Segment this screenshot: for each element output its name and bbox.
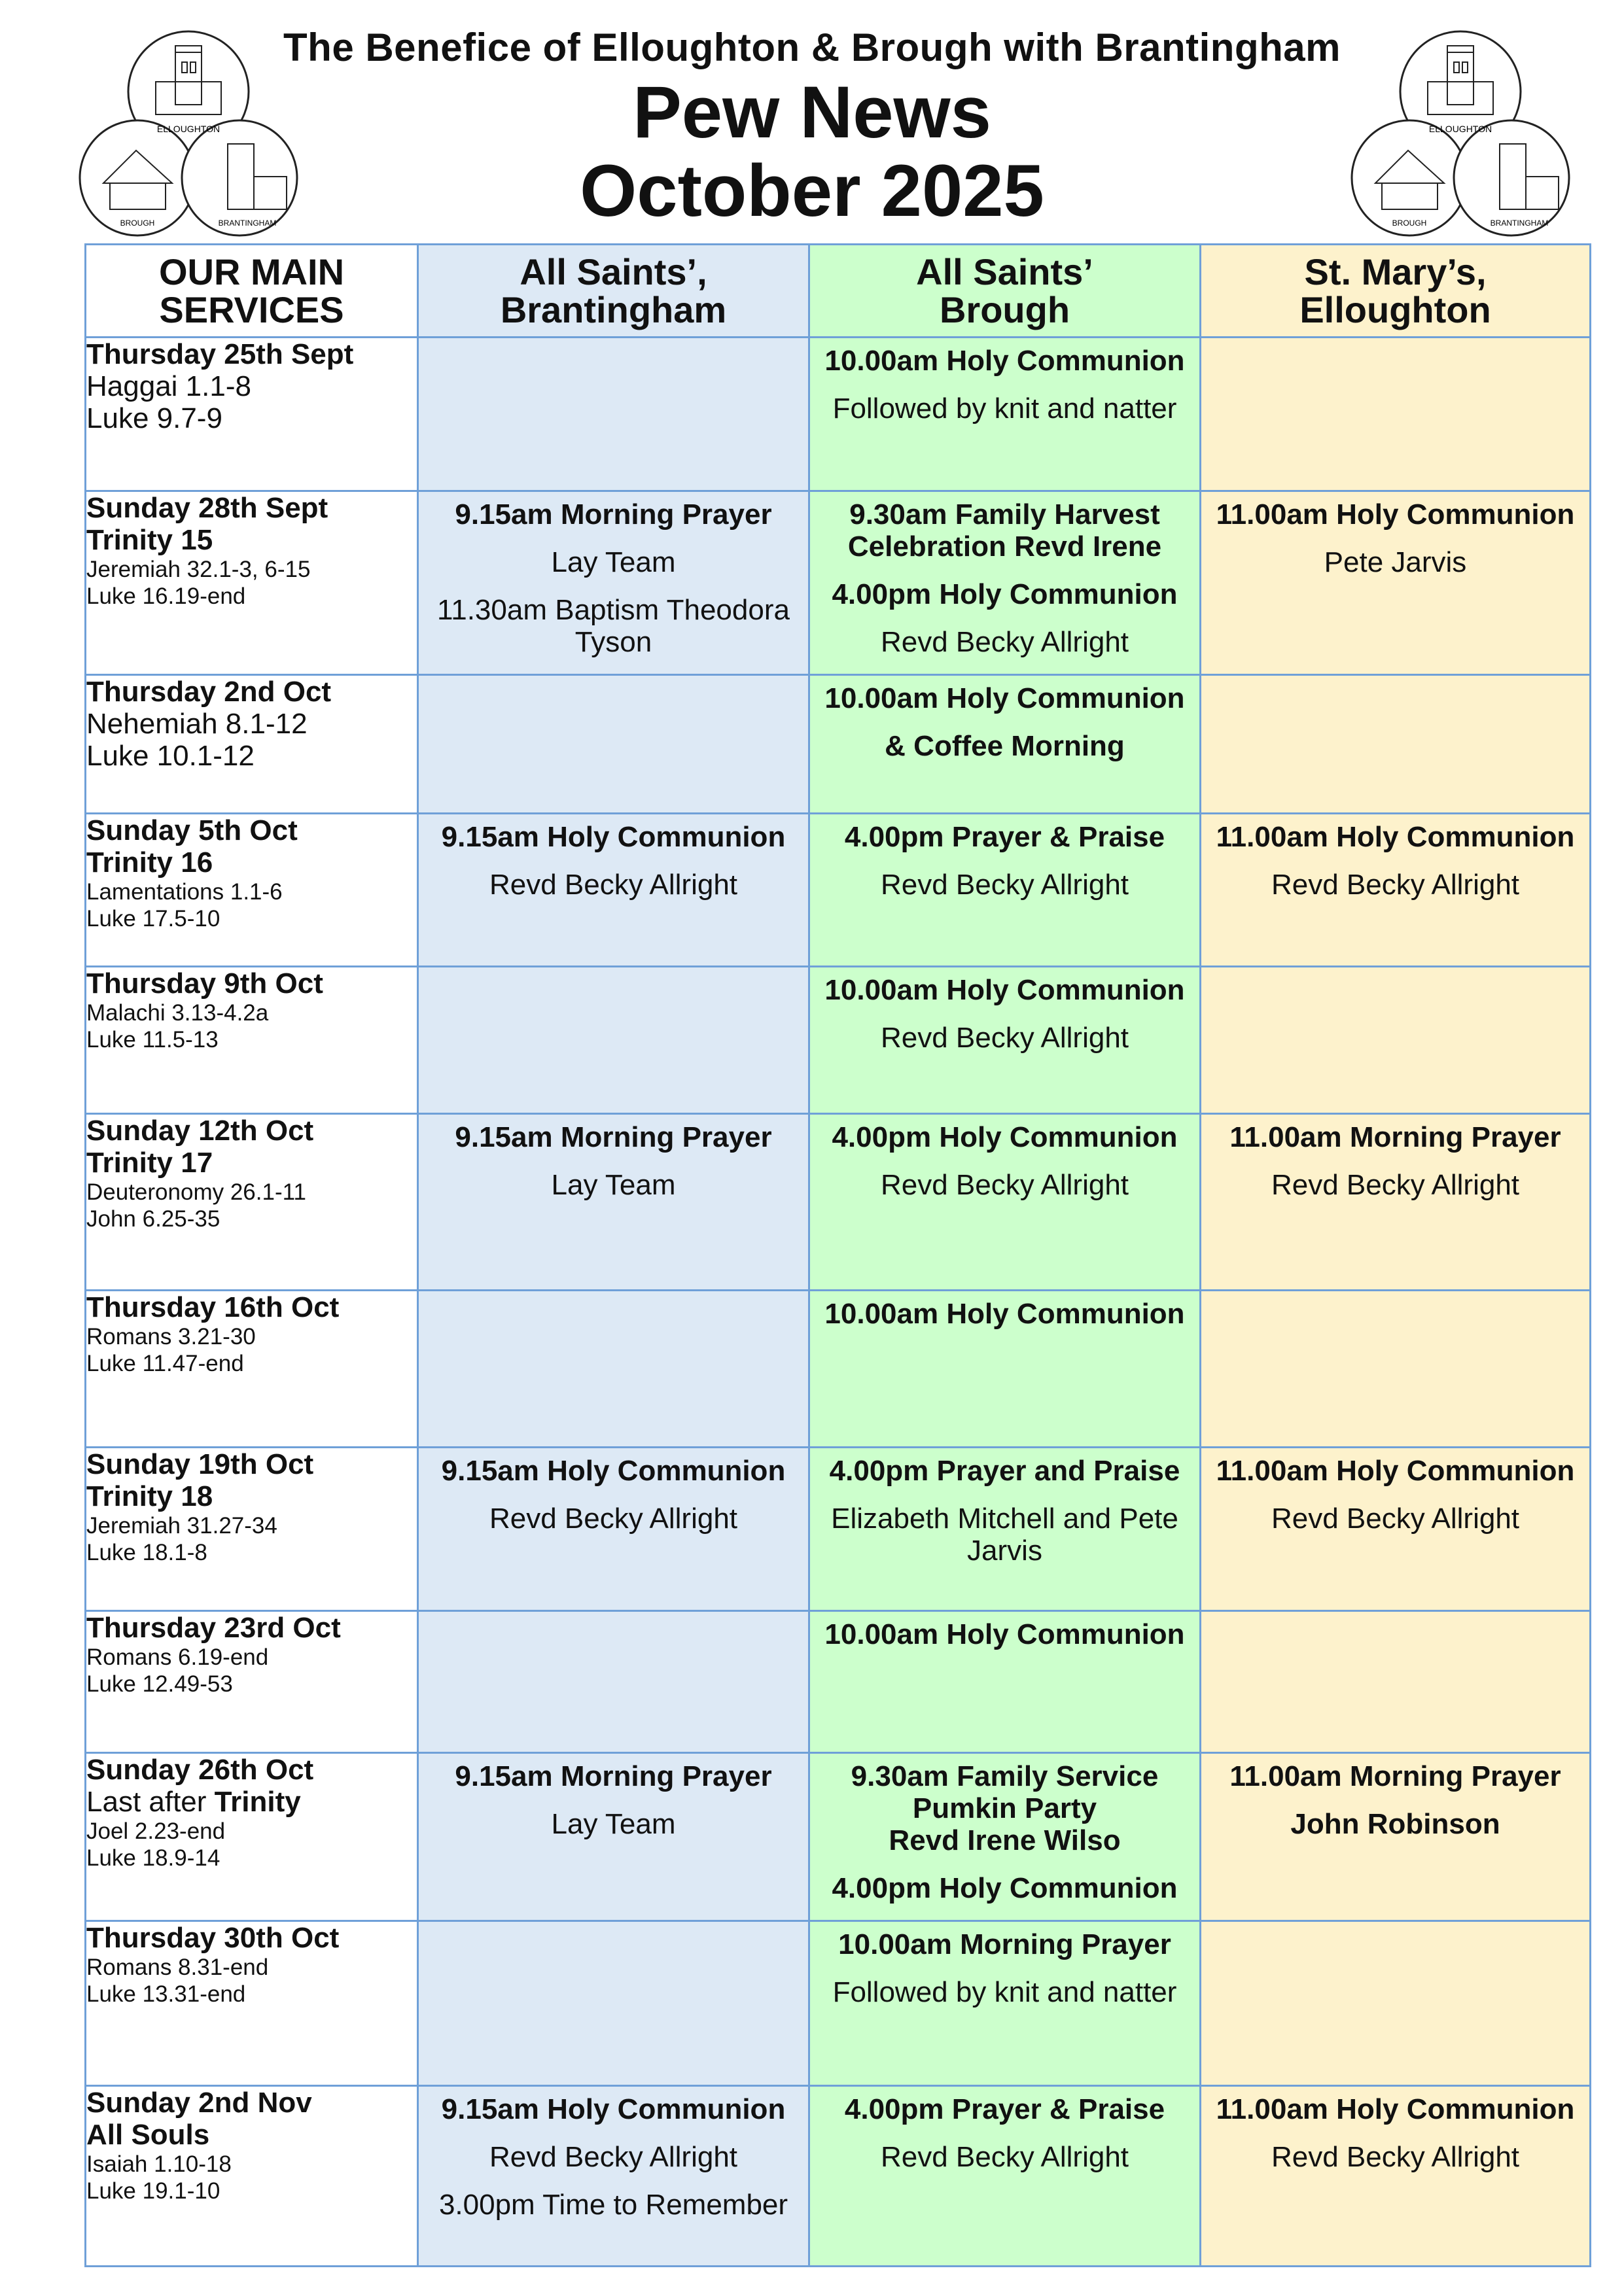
brantingham-service-cell	[418, 1753, 809, 1921]
service-line: Revd Irene Wilso	[889, 1824, 1121, 1856]
date-readings-cell	[86, 1448, 418, 1611]
header-brantingham: All Saints’, Brantingham	[418, 245, 809, 338]
service-line: 4.00pm Prayer & Praise	[844, 821, 1165, 853]
bible-reading: Luke 11.47-end	[86, 1351, 244, 1376]
brough-service-cell	[809, 491, 1201, 675]
table-row	[86, 814, 1591, 967]
svg-text:ELLOUGHTON: ELLOUGHTON	[156, 124, 221, 134]
service-date: Sunday 5th Oct	[86, 814, 298, 846]
brantingham-service-cell	[418, 491, 809, 675]
date-readings-cell	[86, 2086, 418, 2267]
service-line: Jarvis	[967, 1535, 1042, 1567]
service-line: Revd Becky Allright	[880, 1022, 1129, 1054]
elloughton-service-cell	[1201, 1291, 1591, 1448]
bible-reading: Luke 13.31-end	[86, 1981, 246, 2007]
service-line: Pumkin Party	[912, 1792, 1097, 1824]
bible-reading: Luke 17.5-10	[86, 906, 221, 931]
date-readings-cell	[86, 675, 418, 814]
bible-reading: Luke 11.5-13	[86, 1027, 219, 1052]
service-date: Thursday 16th Oct	[86, 1291, 340, 1323]
table-row	[86, 1753, 1591, 1921]
svg-text:BROUGH: BROUGH	[120, 218, 155, 228]
service-line: Lay Team	[551, 546, 676, 578]
service-line: 10.00am Holy Communion	[824, 1618, 1185, 1650]
brantingham-service-cell	[418, 1611, 809, 1753]
service-line: 9.30am Family Service	[851, 1760, 1159, 1792]
service-line: 10.00am Holy Communion	[824, 345, 1185, 377]
table-row	[86, 338, 1591, 491]
service-line: 11.00am Morning Prayer	[1229, 1121, 1561, 1153]
bible-reading: Deuteronomy 26.1-11	[86, 1179, 306, 1205]
bible-reading: Jeremiah 31.27-34	[86, 1513, 277, 1539]
service-date: Sunday 28th Sept	[86, 492, 328, 524]
brough-service-cell	[809, 1611, 1201, 1753]
service-line: Revd Becky Allright	[1271, 869, 1520, 901]
service-line: 4.00pm Prayer & Praise	[844, 2093, 1165, 2125]
elloughton-service-cell	[1201, 1921, 1591, 2086]
brantingham-service-cell	[418, 1921, 809, 2086]
service-line: Tyson	[574, 626, 652, 658]
bible-reading: Luke 12.49-53	[86, 1671, 233, 1697]
brantingham-service-cell	[418, 967, 809, 1114]
service-line: Revd Becky Allright	[1271, 2141, 1520, 2173]
bible-reading: Romans 8.31-end	[86, 1955, 269, 1980]
service-line: Pete Jarvis	[1324, 546, 1467, 578]
service-line: Lay Team	[551, 1169, 676, 1201]
brantingham-service-cell	[418, 675, 809, 814]
elloughton-service-cell	[1201, 967, 1591, 1114]
service-line: Revd Becky Allright	[880, 2141, 1129, 2173]
elloughton-service-cell	[1201, 814, 1591, 967]
elloughton-service-cell	[1201, 1114, 1591, 1291]
bible-reading: Joel 2.23-end	[86, 1818, 226, 1844]
service-line: Revd Becky Allright	[880, 626, 1129, 658]
liturgical-week	[86, 1786, 417, 1818]
service-line: Followed by knit and natter	[832, 392, 1177, 425]
liturgical-week: Trinity 15	[86, 524, 213, 556]
service-line: Followed by knit and natter	[832, 1976, 1177, 2008]
service-line: 10.00am Holy Communion	[824, 1298, 1185, 1330]
service-line: John Robinson	[1290, 1808, 1500, 1840]
services-table	[84, 243, 1591, 2267]
service-line: Revd Becky Allright	[1271, 1169, 1520, 1201]
date-readings-cell	[86, 1114, 418, 1291]
table-row	[86, 491, 1591, 675]
header-main-services: OUR MAIN SERVICES	[86, 245, 418, 338]
header-elloughton: St. Mary’s, Elloughton	[1201, 245, 1591, 338]
bible-reading: Romans 3.21-30	[86, 1324, 256, 1349]
bible-reading: Luke 10.1-12	[86, 740, 255, 772]
bible-reading: Jeremiah 32.1-3, 6-15	[86, 557, 311, 582]
service-line: Revd Becky Allright	[489, 2141, 738, 2173]
bible-reading: Luke 18.1-8	[86, 1540, 207, 1565]
elloughton-service-cell	[1201, 1611, 1591, 1753]
page-header	[0, 0, 1624, 243]
service-line: 10.00am Holy Communion	[824, 682, 1185, 714]
bible-reading: Luke 19.1-10	[86, 2178, 221, 2204]
brough-service-cell	[809, 814, 1201, 967]
service-line: 9.30am Family Harvest	[849, 498, 1160, 531]
brantingham-service-cell	[418, 338, 809, 491]
service-date: Sunday 19th Oct	[86, 1448, 314, 1480]
service-line: Revd Becky Allright	[489, 869, 738, 901]
service-line: & Coffee Morning	[885, 730, 1125, 762]
service-line: Celebration Revd Irene	[847, 531, 1162, 563]
page-subtitle-month: October 2025	[580, 150, 1044, 232]
service-line: 4.00pm Holy Communion	[832, 1121, 1178, 1153]
service-line: 10.00am Holy Communion	[824, 974, 1185, 1006]
liturgical-week: Trinity 16	[86, 846, 213, 878]
date-readings-cell	[86, 814, 418, 967]
page-title: Pew News	[633, 71, 991, 153]
liturgical-week-name: Trinity	[214, 1786, 301, 1818]
liturgical-week-prefix: Last after	[86, 1786, 215, 1818]
brantingham-service-cell	[418, 1114, 809, 1291]
service-date: Thursday 9th Oct	[86, 967, 323, 1000]
brough-service-cell	[809, 2086, 1201, 2267]
table-header-row	[86, 245, 1591, 338]
elloughton-service-cell	[1201, 491, 1591, 675]
table-row	[86, 675, 1591, 814]
service-date: Sunday 26th Oct	[86, 1754, 314, 1786]
service-line: Revd Becky Allright	[880, 1169, 1129, 1201]
service-line: 9.15am Morning Prayer	[455, 1121, 772, 1153]
liturgical-week: Trinity 18	[86, 1480, 213, 1512]
service-line: 10.00am Morning Prayer	[838, 1928, 1171, 1960]
date-readings-cell	[86, 1753, 418, 1921]
date-readings-cell	[86, 1611, 418, 1753]
service-line: 9.15am Holy Communion	[441, 2093, 786, 2125]
bible-reading: Lamentations 1.1-6	[86, 879, 283, 905]
service-line: 9.15am Morning Prayer	[455, 1760, 772, 1792]
bible-reading: Luke 16.19-end	[86, 583, 246, 609]
brantingham-service-cell	[418, 2086, 809, 2267]
svg-text:BROUGH: BROUGH	[1392, 218, 1427, 228]
svg-text:BRANTINGHAM: BRANTINGHAM	[218, 218, 277, 228]
brantingham-service-cell	[418, 1291, 809, 1448]
service-line: Elizabeth Mitchell and Pete	[831, 1503, 1178, 1535]
table-row	[86, 1291, 1591, 1448]
service-line: 4.00pm Holy Communion	[832, 578, 1178, 610]
bible-reading: Haggai 1.1-8	[86, 370, 251, 402]
brough-service-cell	[809, 967, 1201, 1114]
service-line: 9.15am Morning Prayer	[455, 498, 772, 531]
service-line: 9.15am Holy Communion	[441, 821, 786, 853]
header-brough: All Saints’ Brough	[809, 245, 1201, 338]
liturgical-week: All Souls	[86, 2119, 210, 2151]
service-line: 11.00am Morning Prayer	[1229, 1760, 1561, 1792]
date-readings-cell	[86, 1291, 418, 1448]
service-line: 11.00am Holy Communion	[1216, 1455, 1575, 1487]
service-line: 11.00am Holy Communion	[1216, 821, 1575, 853]
brough-service-cell	[809, 1448, 1201, 1611]
benefice-title: The Benefice of Elloughton & Brough with Brantingham	[283, 26, 1341, 69]
service-line: Revd Becky Allright	[880, 869, 1129, 901]
service-date: Thursday 30th Oct	[86, 1922, 340, 1954]
table-row	[86, 1921, 1591, 2086]
service-date: Thursday 2nd Oct	[86, 676, 332, 708]
service-line: Revd Becky Allright	[489, 1503, 738, 1535]
elloughton-service-cell	[1201, 2086, 1591, 2267]
table-row	[86, 1114, 1591, 1291]
date-readings-cell	[86, 967, 418, 1114]
service-date: Sunday 12th Oct	[86, 1115, 314, 1147]
service-date: Sunday 2nd Nov	[86, 2087, 312, 2119]
bible-reading: Nehemiah 8.1-12	[86, 708, 308, 740]
table-row	[86, 1611, 1591, 1753]
service-line: 4.00pm Prayer and Praise	[829, 1455, 1180, 1487]
service-line: 11.00am Holy Communion	[1216, 2093, 1575, 2125]
service-date: Thursday 25th Sept	[86, 338, 354, 370]
brantingham-service-cell	[418, 814, 809, 967]
elloughton-service-cell	[1201, 1753, 1591, 1921]
bible-reading: Malachi 3.13-4.2a	[86, 1000, 269, 1026]
table-row	[86, 2086, 1591, 2267]
service-line: 4.00pm Holy Communion	[832, 1872, 1178, 1904]
brough-service-cell	[809, 1753, 1201, 1921]
brantingham-service-cell	[418, 1448, 809, 1611]
service-line: 9.15am Holy Communion	[441, 1455, 786, 1487]
svg-text:ELLOUGHTON: ELLOUGHTON	[1428, 124, 1492, 134]
date-readings-cell	[86, 338, 418, 491]
elloughton-service-cell	[1201, 1448, 1591, 1611]
liturgical-week: Trinity 17	[86, 1147, 213, 1179]
elloughton-service-cell	[1201, 675, 1591, 814]
service-line: 11.00am Holy Communion	[1216, 498, 1575, 531]
table-row	[86, 1448, 1591, 1611]
bible-reading: Luke 9.7-9	[86, 402, 222, 434]
bible-reading: Romans 6.19-end	[86, 1644, 269, 1670]
service-line: Revd Becky Allright	[1271, 1503, 1520, 1535]
brough-service-cell	[809, 675, 1201, 814]
bible-reading: Luke 18.9-14	[86, 1845, 221, 1871]
brough-service-cell	[809, 1291, 1201, 1448]
brough-service-cell	[809, 1921, 1201, 2086]
service-date: Thursday 23rd Oct	[86, 1612, 341, 1644]
service-line: 3.00pm Time to Remember	[438, 2189, 788, 2221]
brough-service-cell	[809, 1114, 1201, 1291]
brough-service-cell	[809, 338, 1201, 491]
elloughton-service-cell	[1201, 338, 1591, 491]
bible-reading: Isaiah 1.10-18	[86, 2151, 232, 2177]
service-line: Lay Team	[551, 1808, 676, 1840]
bible-reading: John 6.25-35	[86, 1206, 221, 1232]
svg-text:BRANTINGHAM: BRANTINGHAM	[1490, 218, 1549, 228]
date-readings-cell	[86, 491, 418, 675]
date-readings-cell	[86, 1921, 418, 2086]
table-row	[86, 967, 1591, 1114]
service-line: 11.30am Baptism Theodora	[437, 594, 790, 626]
